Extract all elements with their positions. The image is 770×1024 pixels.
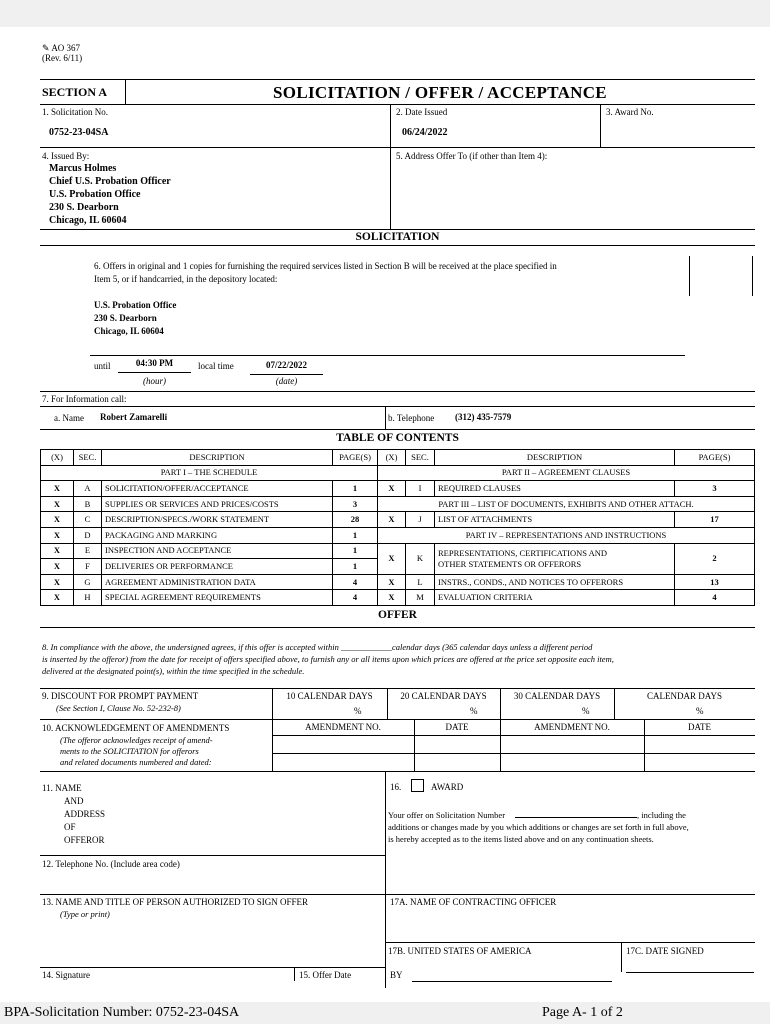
award-text-line1b: , including the	[637, 810, 686, 820]
location-office: U.S. Probation Office	[94, 300, 177, 310]
toc-desc: AGREEMENT ADMINISTRATION DATA	[102, 574, 333, 590]
toc-col-pages: PAGE(S)	[675, 450, 755, 466]
discount-sub: (See Section I, Clause No. 52-232-8)	[56, 703, 181, 713]
issued-by-block	[49, 162, 171, 227]
toc-col-pages: PAGE(S)	[333, 450, 378, 466]
toc-sec: J	[406, 512, 435, 528]
signer-label: 13. NAME AND TITLE OF PERSON AUTHORIZED TO SIGN OFFER	[42, 897, 309, 907]
form-title: SOLICITATION / OFFER / ACCEPTANCE	[273, 83, 607, 102]
contact-name-label: a. Name	[54, 413, 84, 423]
toc-desc-line: REPRESENTATIONS, CERTIFICATIONS AND	[438, 547, 608, 558]
award-no-label: 3. Award No.	[606, 107, 654, 117]
toc-desc-line: OTHER STATEMENTS OR OFFERORS	[438, 558, 582, 569]
toc-pages: 28	[333, 512, 378, 528]
name-label-line: AND	[64, 796, 84, 806]
toc-mark: X	[378, 481, 406, 497]
toc-mark: X	[41, 590, 74, 606]
ack-label: 10. ACKNOWLEDGEMENT OF AMENDMENTS	[42, 723, 230, 733]
toc-row	[41, 527, 755, 543]
contact-phone: (312) 435-7579	[455, 412, 512, 422]
form-number: AO 367	[51, 43, 81, 53]
toc-sec: L	[406, 574, 435, 590]
toc-desc: SPECIAL AGREEMENT REQUIREMENTS	[102, 590, 333, 606]
info-label: 7. For Information call:	[42, 394, 127, 404]
signature-label: 14. Signature	[42, 970, 90, 980]
award-text-line2: additions or changes made by you which additions or changes are set forth in full above,	[388, 822, 689, 832]
toc-pages: 1	[333, 543, 378, 559]
discount-cal-days: CALENDAR DAYS	[647, 691, 722, 701]
ack-sub-line2: ments to the SOLICITATION for offerors	[60, 746, 199, 756]
ack-sub-line3: and related documents numbered and dated:	[60, 757, 212, 767]
toc-desc: DESCRIPTION/SPECS./WORK STATEMENT	[102, 512, 333, 528]
discount-20-pct[interactable]: %	[470, 706, 478, 716]
toc-col-sec: SEC.	[406, 450, 435, 466]
item8-text	[42, 641, 754, 677]
toc-mark: X	[41, 574, 74, 590]
toc-sec: K	[406, 543, 435, 574]
ack-sub	[60, 735, 213, 768]
contact-phone-label: b. Telephone	[388, 413, 435, 423]
item8-line3: delivered at the designated point(s), within the time specified in the schedule.	[42, 666, 305, 676]
award-solicitation-field[interactable]	[515, 808, 637, 818]
award-number-label: 16.	[390, 782, 402, 792]
address-offer-label: 5. Address Offer To (if other than Item 4):	[396, 151, 548, 161]
hour-caption: (hour)	[143, 376, 166, 386]
toc-pages: 13	[675, 574, 755, 590]
name-label-line: OFFEROR	[64, 835, 105, 845]
issuer-name: Marcus Holmes	[49, 163, 117, 174]
toc-desc: PACKAGING AND MARKING	[102, 527, 333, 543]
date-issued: 06/24/2022	[402, 127, 448, 138]
award-text-line3: is hereby accepted as to the items listed above and on any continuation sheets.	[388, 834, 654, 844]
toc-pages: 17	[675, 512, 755, 528]
local-time-label: local time	[198, 361, 234, 371]
toc-sec: G	[74, 574, 102, 590]
solicitation-no-label: 1. Solicitation No.	[42, 107, 108, 117]
toc-sec: H	[74, 590, 102, 606]
page-footer	[0, 1002, 770, 1024]
toc-row	[41, 512, 755, 528]
usa-label: 17B. UNITED STATES OF AMERICA	[388, 946, 532, 956]
issuer-street: 230 S. Dearborn	[49, 202, 119, 213]
discount-10-days: 10 CALENDAR DAYS	[286, 691, 373, 701]
toc-desc: LIST OF ATTACHMENTS	[435, 512, 675, 528]
toc-mark: X	[41, 559, 74, 575]
toc-part-row	[41, 465, 755, 481]
toc-col-desc: DESCRIPTION	[435, 450, 675, 466]
item8-line2: is inserted by the offeror) from the date for receipt of offers specified above, to furnish any or all items upon which prices are offered at the price set opposite each item,	[42, 654, 614, 664]
toc-pages: 1	[333, 559, 378, 575]
deposit-location	[94, 299, 176, 338]
item6-text	[94, 260, 689, 286]
name-label-line: 11. NAME	[42, 783, 82, 793]
toc-mark: X	[41, 512, 74, 528]
toc-heading: TABLE OF CONTENTS	[336, 432, 459, 444]
toc-col-x: (X)	[378, 450, 406, 466]
toc-sec: C	[74, 512, 102, 528]
toc-sec: M	[406, 590, 435, 606]
footer-page-number: Page A- 1 of 2	[542, 1005, 623, 1020]
toc-sec: I	[406, 481, 435, 497]
deadline-date: 07/22/2022	[265, 360, 307, 370]
toc-col-desc: DESCRIPTION	[102, 450, 333, 466]
toc-pages: 3	[333, 496, 378, 512]
toc-desc: DELIVERIES OR PERFORMANCE	[102, 559, 333, 575]
discount-label: 9. DISCOUNT FOR PROMPT PAYMENT	[42, 691, 199, 701]
toc-mark: X	[378, 543, 406, 574]
discount-cal-pct[interactable]: %	[696, 706, 704, 716]
toc-row	[41, 496, 755, 512]
location-city: Chicago, IL 60604	[94, 326, 164, 336]
toc-pages: 3	[675, 481, 755, 497]
toc-sec: D	[74, 527, 102, 543]
award-text	[388, 808, 689, 845]
footer-solicitation: BPA-Solicitation Number: 0752-23-04SA	[4, 1005, 240, 1020]
award-checkbox[interactable]	[411, 779, 424, 792]
toc-mark: X	[41, 496, 74, 512]
telephone-label: 12. Telephone No. (Include area code)	[42, 859, 180, 869]
toc-pages: 2	[675, 543, 755, 574]
toc-pages: 4	[675, 590, 755, 606]
signer-sub: (Type or print)	[60, 909, 110, 919]
toc-sec: A	[74, 481, 102, 497]
discount-10-pct[interactable]: %	[354, 706, 362, 716]
toc-mark: X	[378, 590, 406, 606]
toc-desc: INSTRS., CONDS., AND NOTICES TO OFFERORS	[435, 574, 675, 590]
toc-mark: X	[41, 543, 74, 559]
by-label: BY	[390, 970, 403, 980]
toc-row	[41, 574, 755, 590]
contracting-officer-label: 17A. NAME OF CONTRACTING OFFICER	[390, 897, 557, 907]
solicitation-heading: SOLICITATION	[355, 231, 440, 243]
date-issued-label: 2. Date Issued	[396, 107, 448, 117]
offeror-name-label	[42, 782, 105, 847]
toc-mark: X	[378, 574, 406, 590]
form-page	[0, 27, 770, 1002]
award-label: AWARD	[431, 782, 464, 792]
toc-mark: X	[41, 527, 74, 543]
toc-desc: EVALUATION CRITERIA	[435, 590, 675, 606]
item6-line1: 6. Offers in original and 1 copies for furnishing the required services listed in Section B will be received at the place specified in	[94, 261, 557, 271]
toc-part3: PART III – LIST OF DOCUMENTS, EXHIBITS AND OTHER ATTACH.	[378, 496, 755, 512]
toc-mark: X	[378, 512, 406, 528]
form-id-block	[42, 43, 82, 63]
deadline-hour: 04:30 PM	[135, 358, 174, 368]
toc-desc: REQUIRED CLAUSES	[435, 481, 675, 497]
contact-name: Robert Zamarelli	[100, 412, 168, 422]
toc-pages: 4	[333, 574, 378, 590]
toc-pages: 4	[333, 590, 378, 606]
toc-desc: SUPPLIES OR SERVICES AND PRICES/COSTS	[102, 496, 333, 512]
date-signed-label: 17C. DATE SIGNED	[626, 946, 704, 956]
date-col-2: DATE	[688, 722, 711, 732]
toc-sec: B	[74, 496, 102, 512]
amend-no-col-1: AMENDMENT NO.	[305, 722, 381, 732]
location-street: 230 S. Dearborn	[94, 313, 157, 323]
until-label: until	[94, 361, 111, 371]
toc-table	[40, 449, 755, 606]
issuer-city: Chicago, IL 60604	[49, 215, 127, 226]
toc-header-row	[41, 450, 755, 466]
toc-sec: E	[74, 543, 102, 559]
toc-part4: PART IV – REPRESENTATIONS AND INSTRUCTIONS	[378, 527, 755, 543]
toc-col-sec: SEC.	[74, 450, 102, 466]
solicitation-no: 0752-23-04SA	[49, 127, 109, 138]
toc-part2: PART II – AGREEMENT CLAUSES	[378, 465, 755, 481]
item8-line1: 8. In compliance with the above, the undersigned agrees, if this offer is accepted within ____________calendar days (365 calendar days unless a different period	[42, 642, 593, 652]
toc-part1: PART I – THE SCHEDULE	[41, 465, 378, 481]
ack-sub-line1: (The offeror acknowledges receipt of amend-	[60, 735, 213, 745]
section-label: SECTION A	[42, 85, 108, 99]
offer-heading: OFFER	[378, 609, 417, 621]
issued-by-label: 4. Issued By:	[42, 151, 90, 161]
toc-row	[41, 590, 755, 606]
toc-row	[41, 543, 755, 559]
issuer-office: U.S. Probation Office	[49, 189, 141, 200]
toc-sec: F	[74, 559, 102, 575]
discount-30-pct[interactable]: %	[582, 706, 590, 716]
toc-desc: SOLICITATION/OFFER/ACCEPTANCE	[102, 481, 333, 497]
amend-no-col-2: AMENDMENT NO.	[534, 722, 610, 732]
discount-20-days: 20 CALENDAR DAYS	[400, 691, 487, 701]
name-label-line: OF	[64, 822, 76, 832]
date-caption: (date)	[275, 376, 298, 386]
award-text-line1: Your offer on Solicitation Number	[388, 810, 506, 820]
form-revision: (Rev. 6/11)	[42, 53, 83, 63]
toc-desc: INSPECTION AND ACCEPTANCE	[102, 543, 333, 559]
date-col-1: DATE	[445, 722, 469, 732]
toc-pages: 1	[333, 527, 378, 543]
offer-date-label: 15. Offer Date	[299, 970, 352, 980]
toc-row	[41, 481, 755, 497]
discount-30-days: 30 CALENDAR DAYS	[513, 691, 601, 701]
item6-line2: Item 5, or if handcarried, in the depository located:	[94, 274, 278, 284]
toc-col-x: (X)	[41, 450, 74, 466]
pen-icon: ✎	[42, 43, 50, 53]
name-label-line: ADDRESS	[64, 809, 106, 819]
issuer-title: Chief U.S. Probation Officer	[49, 176, 171, 187]
toc-desc	[435, 543, 675, 574]
toc-pages: 1	[333, 481, 378, 497]
toc-mark: X	[41, 481, 74, 497]
